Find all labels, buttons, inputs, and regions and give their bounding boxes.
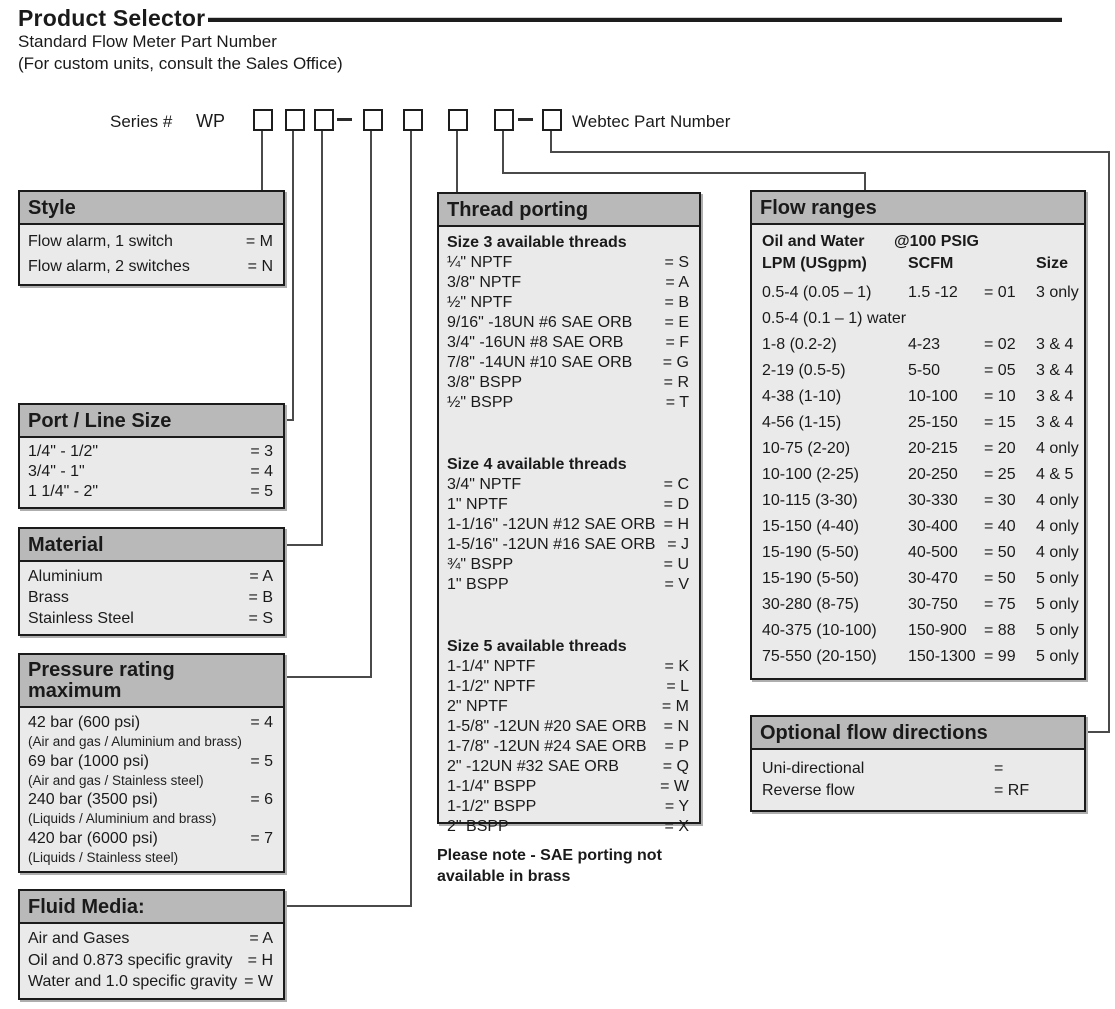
port-line-size-panel — [18, 403, 285, 509]
connector-line — [1086, 731, 1108, 733]
pressure-options — [20, 708, 283, 871]
option-label: 1-5/16" -12UN #16 SAE ORB — [447, 536, 656, 553]
option-row — [28, 482, 273, 502]
flow-size-cell: 5 only — [1036, 648, 1079, 665]
panel-title-line2: maximum — [28, 680, 122, 702]
page-title: Product Selector — [18, 5, 206, 31]
flow-size-cell: 4 only — [1036, 492, 1079, 509]
flow-size-cell — [1036, 306, 1079, 332]
connector-line — [261, 131, 263, 190]
connector-line — [456, 131, 458, 192]
option-label: 1" NPTF — [447, 496, 508, 513]
title-rule — [208, 17, 1062, 22]
column-header: Size — [1036, 255, 1069, 272]
option-label: 3/4" -16UN #8 SAE ORB — [447, 334, 624, 351]
option-code: = M — [245, 233, 273, 250]
option-row — [447, 677, 689, 697]
option-label: 9/16" -18UN #6 SAE ORB — [447, 314, 633, 331]
subtitle: Standard Flow Meter Part Number — [18, 32, 277, 51]
option-label: Stainless Steel — [28, 610, 134, 627]
option-code: = A — [249, 930, 273, 947]
option-code: = M — [661, 698, 689, 715]
option-row — [28, 928, 273, 950]
series-digit-box-pressure — [363, 109, 383, 131]
option-code: = N — [247, 258, 273, 275]
option-note: (Air and gas / Aluminium and brass) — [28, 734, 242, 749]
option-label: 3/8" NPTF — [447, 274, 522, 291]
connector-line — [285, 419, 294, 421]
flow-scfm-cell: 30-400 — [908, 518, 958, 535]
option-label: 2" -12UN #32 SAE ORB — [447, 758, 619, 775]
flow-size-cell: 5 only — [1036, 570, 1079, 587]
option-row — [28, 751, 273, 772]
thread-size5-section — [447, 637, 689, 837]
series-digit-box-style — [253, 109, 273, 131]
series-dash — [518, 118, 533, 121]
option-code: = R — [663, 374, 689, 391]
thread-size5-rows — [447, 657, 689, 837]
flow-scfm-cell: 10-100 — [908, 388, 958, 405]
flow-size-cell: 3 & 4 — [1036, 362, 1074, 379]
panel-title: Flow ranges — [752, 192, 1084, 225]
series-digit-box-fluid — [403, 109, 423, 131]
option-row — [28, 229, 273, 254]
option-code: = — [994, 760, 1004, 777]
option-code: = Q — [662, 758, 689, 775]
column-header: LPM (USgpm) — [762, 255, 867, 272]
option-label: 3/4" - 1" — [28, 463, 85, 480]
connector-line — [502, 172, 866, 174]
flow-code-cell: = 75 — [984, 596, 1016, 613]
flow-code-cell: = 15 — [984, 414, 1016, 431]
flow-lpm-cell: 30-280 (8-75) — [762, 596, 859, 613]
series-suffix: Webtec Part Number — [572, 112, 731, 131]
option-code: = A — [665, 274, 689, 291]
series-digit-box-direction — [542, 109, 562, 131]
option-row — [28, 462, 273, 482]
flow-code-cell: = 30 — [984, 492, 1016, 509]
flow-lpm-cell: 40-375 (10-100) — [762, 622, 877, 639]
flow-scfm-cell: 150-1300 — [908, 648, 976, 665]
fluid-options — [20, 924, 283, 998]
option-row — [447, 253, 689, 273]
option-label: 1 1/4" - 2" — [28, 483, 99, 500]
connector-line — [864, 172, 866, 192]
option-code: = X — [664, 818, 689, 835]
connector-line — [285, 905, 412, 907]
connector-line — [1108, 151, 1110, 733]
connector-line — [550, 131, 552, 153]
flow-scfm-cell: 150-900 — [908, 622, 967, 639]
flow-code-cell: = 10 — [984, 388, 1016, 405]
option-code: = C — [663, 476, 689, 493]
option-label: 3/8" BSPP — [447, 374, 523, 391]
sae-porting-note — [437, 845, 662, 887]
flow-lpm-cell: 75-550 (20-150) — [762, 648, 877, 665]
flow-lpm-cell: 0.5-4 (0.1 – 1) water — [762, 310, 907, 327]
flow-code-cell: = 88 — [984, 622, 1016, 639]
option-code: = B — [248, 589, 273, 606]
connector-line — [502, 131, 504, 174]
style-options — [20, 225, 283, 284]
option-code: = 4 — [250, 714, 273, 731]
option-row — [447, 535, 689, 555]
option-code: = N — [663, 718, 689, 735]
option-row — [447, 657, 689, 677]
option-label: Reverse flow — [762, 782, 855, 799]
flow-ranges-panel — [750, 190, 1086, 680]
flow-size-cell: 4 & 5 — [1036, 466, 1074, 483]
option-row — [447, 495, 689, 515]
flow-scfm-cell — [908, 306, 984, 332]
panel-title — [20, 655, 283, 708]
option-row — [28, 254, 273, 279]
option-code: = H — [247, 951, 273, 969]
direction-options — [752, 750, 1084, 810]
panel-title: Optional flow directions — [752, 717, 1084, 750]
option-label: 3/4" NPTF — [447, 476, 522, 493]
option-code: = P — [664, 738, 689, 755]
flow-scfm-cell: 30-750 — [908, 596, 958, 613]
option-row — [447, 293, 689, 313]
option-row — [447, 515, 689, 535]
flow-scfm-cell: 30-330 — [908, 492, 958, 509]
option-note: (Liquids / Aluminium and brass) — [28, 811, 217, 826]
option-label: Flow alarm, 2 switches — [28, 258, 190, 275]
style-panel — [18, 190, 285, 286]
option-label: Flow alarm, 1 switch — [28, 233, 173, 250]
option-label: 69 bar (1000 psi) — [28, 752, 149, 770]
option-code: = G — [662, 354, 689, 371]
option-label: Air and Gases — [28, 930, 130, 947]
flow-scfm-cell: 1.5 -12 — [908, 284, 958, 301]
option-row — [447, 353, 689, 373]
option-row — [762, 780, 1076, 802]
fluid-media-panel — [18, 889, 285, 1000]
material-panel — [18, 527, 285, 636]
flow-scfm-cell: 25-150 — [908, 414, 958, 431]
option-label: 1-5/8" -12UN #20 SAE ORB — [447, 718, 647, 735]
flow-size-cell: 3 & 4 — [1036, 336, 1074, 353]
option-label: Water and 1.0 specific gravity — [28, 973, 238, 990]
option-row — [447, 777, 689, 797]
option-row — [447, 575, 689, 595]
flow-scfm-cell: 30-470 — [908, 570, 958, 587]
option-code: = 5 — [250, 752, 273, 770]
option-label: 1-1/2" NPTF — [447, 678, 536, 695]
thread-options — [439, 227, 699, 842]
flow-code-cell: = 25 — [984, 466, 1016, 483]
flow-lpm-cell: 15-190 (5-50) — [762, 570, 859, 587]
flow-table-rows — [762, 280, 1079, 670]
option-row — [28, 608, 273, 629]
panel-title: Material — [20, 529, 283, 562]
column-header: @100 PSIG — [894, 233, 979, 250]
option-label: 7/8" -14UN #10 SAE ORB — [447, 354, 633, 371]
flow-lpm-cell: 1-8 (0.2-2) — [762, 336, 837, 353]
connector-line — [285, 544, 323, 546]
flow-table — [752, 225, 1084, 678]
option-row — [447, 373, 689, 393]
option-label: 1-1/2" BSPP — [447, 798, 537, 815]
option-code: = T — [665, 394, 689, 411]
option-row — [28, 587, 273, 608]
option-label: Aluminium — [28, 568, 103, 585]
option-label: 1-1/16" -12UN #12 SAE ORB — [447, 516, 656, 533]
option-code: = H — [663, 516, 689, 533]
option-row — [28, 442, 273, 462]
option-row — [447, 333, 689, 353]
flow-table-header — [762, 231, 1076, 275]
option-row — [447, 737, 689, 757]
panel-title: Style — [20, 192, 283, 225]
connector-line — [285, 676, 372, 678]
flow-code-cell: = 50 — [984, 544, 1016, 561]
column-header — [1036, 231, 1076, 253]
flow-code-cell: = 01 — [984, 284, 1016, 301]
flow-size-cell: 5 only — [1036, 596, 1079, 613]
connector-line — [550, 151, 1110, 153]
option-label: Uni-directional — [762, 760, 865, 777]
option-label: Brass — [28, 589, 69, 606]
optional-flow-directions-panel — [750, 715, 1086, 812]
panel-title: Fluid Media: — [20, 891, 283, 924]
connector-line — [410, 131, 412, 907]
option-row — [762, 758, 1076, 780]
thread-porting-panel — [437, 192, 701, 835]
option-row — [28, 566, 273, 587]
option-label: 1/4" - 1/2" — [28, 443, 99, 460]
option-row — [28, 950, 273, 972]
option-code: = RF — [994, 782, 1030, 799]
pressure-rating-panel — [18, 653, 285, 873]
option-label: ½" BSPP — [447, 394, 514, 411]
option-code: = 5 — [250, 483, 273, 500]
flow-lpm-cell: 4-38 (1-10) — [762, 388, 842, 405]
connector-line — [292, 131, 294, 421]
material-options — [20, 562, 283, 634]
option-row — [447, 797, 689, 817]
flow-scfm-cell: 20-215 — [908, 440, 958, 457]
connector-line — [321, 131, 323, 546]
option-label: 1" BSPP — [447, 576, 509, 593]
flow-size-cell: 4 only — [1036, 518, 1079, 535]
option-row — [28, 971, 273, 993]
series-prefix: WP — [196, 111, 225, 131]
flow-size-cell: 4 only — [1036, 544, 1079, 561]
option-label: 240 bar (3500 psi) — [28, 791, 158, 808]
flow-size-cell: 5 only — [1036, 622, 1079, 639]
option-code: = F — [665, 334, 689, 351]
option-code: = U — [663, 556, 689, 573]
section-heading: Size 5 available threads — [447, 638, 627, 655]
flow-lpm-cell: 10-75 (2-20) — [762, 440, 851, 457]
connector-line — [370, 131, 372, 678]
option-code: = S — [664, 254, 689, 271]
option-label: 420 bar (6000 psi) — [28, 829, 158, 847]
port-options — [20, 438, 283, 507]
option-row — [28, 789, 273, 810]
option-code: = S — [248, 610, 273, 627]
option-code: = L — [666, 678, 689, 695]
option-label: 1-7/8" -12UN #24 SAE ORB — [447, 738, 647, 755]
option-code: = 4 — [250, 463, 273, 480]
option-row — [447, 313, 689, 333]
option-code: = E — [664, 314, 689, 331]
option-code: = W — [660, 778, 689, 795]
option-label: 2" NPTF — [447, 698, 508, 715]
series-dash — [337, 118, 352, 121]
series-digit-box-material — [314, 109, 334, 131]
flow-code-cell: = 40 — [984, 518, 1016, 535]
option-label: Oil and 0.873 specific gravity — [28, 951, 233, 969]
option-row — [447, 757, 689, 777]
option-row — [447, 817, 689, 837]
panel-title: Thread porting — [439, 194, 699, 227]
flow-lpm-cell: 15-150 (4-40) — [762, 518, 859, 535]
option-row — [447, 697, 689, 717]
option-row — [447, 393, 689, 413]
option-label: ¾" BSPP — [447, 556, 514, 573]
option-label: 2" BSPP — [447, 818, 509, 835]
option-code: = W — [244, 973, 273, 990]
flow-size-cell: 4 only — [1036, 440, 1079, 457]
flow-size-cell: 3 & 4 — [1036, 414, 1074, 431]
option-label: 1-1/4" NPTF — [447, 658, 536, 675]
option-label: 1-1/4" BSPP — [447, 778, 537, 795]
option-label: ¼" NPTF — [447, 254, 513, 271]
column-header: SCFM — [908, 255, 954, 272]
option-label: 42 bar (600 psi) — [28, 714, 141, 731]
option-row — [447, 273, 689, 293]
flow-scfm-cell: 4-23 — [908, 336, 941, 353]
option-row — [447, 555, 689, 575]
flow-size-cell: 3 only — [1036, 284, 1079, 301]
flow-scfm-cell: 20-250 — [908, 466, 958, 483]
thread-size3-section — [447, 233, 689, 413]
option-note: (Liquids / Stainless steel) — [28, 849, 179, 865]
option-row — [447, 717, 689, 737]
flow-code-cell: = 05 — [984, 362, 1016, 379]
series-digit-box-port — [285, 109, 305, 131]
series-digit-box-flow — [494, 109, 514, 131]
column-header — [984, 231, 1036, 253]
option-code: = 3 — [250, 443, 273, 460]
flow-code-cell: = 99 — [984, 648, 1016, 665]
option-code: = B — [664, 294, 689, 311]
flow-lpm-cell: 15-190 (5-50) — [762, 544, 859, 561]
flow-lpm-cell: 0.5-4 (0.05 – 1) — [762, 284, 872, 301]
option-row — [447, 475, 689, 495]
thread-size4-section — [447, 455, 689, 595]
flow-code-cell: = 50 — [984, 570, 1016, 587]
sae-porting-note-line1: Please note - SAE porting not — [437, 847, 662, 864]
option-code: = K — [664, 658, 689, 675]
panel-title-line1: Pressure rating — [28, 659, 175, 681]
series-label: Series # — [110, 112, 173, 131]
option-row — [28, 712, 273, 733]
flow-code-cell — [984, 306, 1036, 332]
flow-scfm-cell: 40-500 — [908, 544, 958, 561]
panel-title: Port / Line Size — [20, 405, 283, 438]
flow-lpm-cell: 4-56 (1-15) — [762, 414, 842, 431]
option-code: = 6 — [250, 791, 273, 808]
option-note: (Air and gas / Stainless steel) — [28, 772, 204, 788]
option-code: = 7 — [250, 829, 273, 847]
section-heading: Size 4 available threads — [447, 456, 627, 473]
flow-size-cell: 3 & 4 — [1036, 388, 1074, 405]
flow-lpm-cell: 10-115 (3-30) — [762, 492, 858, 509]
option-code: = V — [664, 576, 689, 593]
thread-size3-rows — [447, 253, 689, 413]
flow-lpm-cell: 2-19 (0.5-5) — [762, 362, 846, 379]
series-digit-box-thread — [448, 109, 468, 131]
flow-lpm-cell: 10-100 (2-25) — [762, 466, 859, 483]
option-row — [28, 828, 273, 849]
flow-scfm-cell: 5-50 — [908, 362, 941, 379]
option-code: = D — [663, 496, 689, 513]
sae-porting-note-line2: available in brass — [437, 868, 571, 885]
flow-code-cell: = 02 — [984, 336, 1016, 353]
thread-size4-rows — [447, 475, 689, 595]
option-code: = J — [667, 536, 689, 553]
option-label: ½" NPTF — [447, 294, 513, 311]
option-code: = A — [249, 568, 273, 585]
column-header — [984, 253, 1036, 275]
column-header: Oil and Water — [762, 233, 865, 250]
subtitle-note: (For custom units, consult the Sales Office) — [18, 54, 343, 73]
option-code: = Y — [664, 798, 689, 815]
flow-code-cell: = 20 — [984, 440, 1016, 457]
section-heading: Size 3 available threads — [447, 234, 627, 251]
